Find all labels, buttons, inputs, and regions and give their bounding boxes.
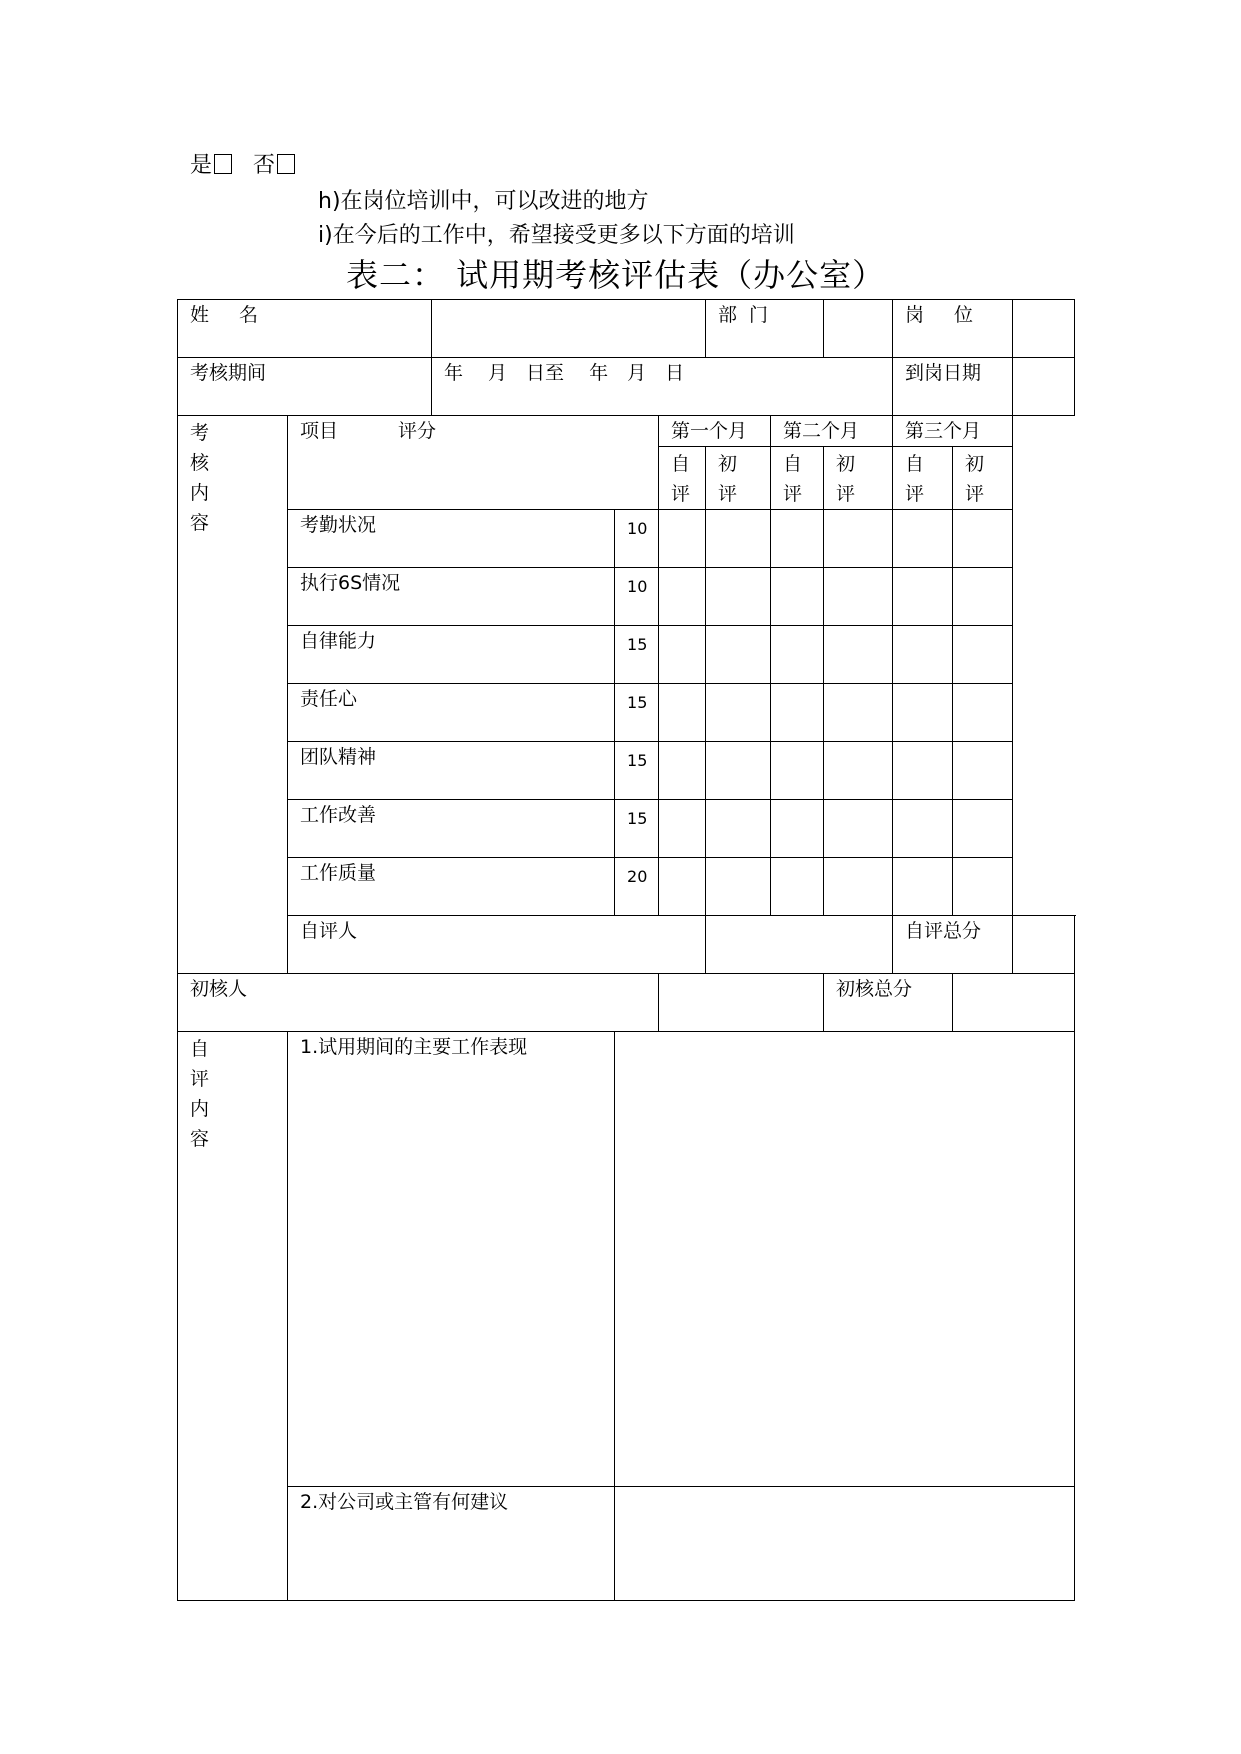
period-field[interactable]: 年 月 日至 年 月 日 bbox=[432, 358, 893, 416]
item-max-score: 10 bbox=[615, 510, 659, 568]
position-field[interactable] bbox=[1013, 300, 1075, 358]
score-cell[interactable] bbox=[893, 742, 953, 800]
score-cell[interactable] bbox=[771, 742, 824, 800]
item-name: 工作改善 bbox=[288, 800, 615, 858]
score-cell[interactable] bbox=[893, 800, 953, 858]
score-cell[interactable] bbox=[824, 626, 893, 684]
self-total-label: 自评总分 bbox=[893, 916, 1013, 974]
no-checkbox[interactable] bbox=[277, 154, 295, 174]
dept-field[interactable] bbox=[824, 300, 893, 358]
score-cell[interactable] bbox=[824, 510, 893, 568]
position-label: 岗位 bbox=[893, 300, 1013, 358]
score-cell[interactable] bbox=[659, 626, 706, 684]
initial-reviewer-label: 初核人 bbox=[178, 974, 659, 1032]
score-cell[interactable] bbox=[953, 684, 1013, 742]
yes-label: 是 bbox=[190, 153, 213, 178]
score-cell[interactable] bbox=[953, 858, 1013, 916]
item-max-score: 20 bbox=[615, 858, 659, 916]
month2-header: 第二个月 bbox=[771, 416, 893, 447]
score-cell[interactable] bbox=[893, 858, 953, 916]
item-max-score: 15 bbox=[615, 684, 659, 742]
score-cell[interactable] bbox=[771, 568, 824, 626]
question-h: h)在岗位培训中，可以改进的地方 bbox=[318, 189, 649, 214]
self-eval-section-label: 自 评 内 容 bbox=[178, 1032, 288, 1601]
score-cell[interactable] bbox=[771, 684, 824, 742]
assessment-form bbox=[177, 299, 1075, 1601]
score-cell[interactable] bbox=[953, 800, 1013, 858]
score-cell[interactable] bbox=[824, 684, 893, 742]
score-cell[interactable] bbox=[659, 800, 706, 858]
q1-answer-field[interactable] bbox=[615, 1032, 1075, 1487]
m1-self-header: 自 评 bbox=[659, 447, 706, 510]
score-cell[interactable] bbox=[824, 800, 893, 858]
period-label: 考核期间 bbox=[178, 358, 432, 416]
score-cell[interactable] bbox=[893, 510, 953, 568]
item-max-score: 15 bbox=[615, 626, 659, 684]
arrival-label: 到岗日期 bbox=[893, 358, 1013, 416]
score-cell[interactable] bbox=[771, 626, 824, 684]
score-cell[interactable] bbox=[893, 568, 953, 626]
month3-header: 第三个月 bbox=[893, 416, 1013, 447]
item-max-score: 10 bbox=[615, 568, 659, 626]
score-cell[interactable] bbox=[953, 626, 1013, 684]
name-field[interactable] bbox=[432, 300, 706, 358]
item-score-header: 项目 评分 bbox=[288, 416, 659, 510]
score-cell[interactable] bbox=[953, 568, 1013, 626]
arrival-field[interactable] bbox=[1013, 358, 1075, 416]
m2-initial-header: 初 评 bbox=[824, 447, 893, 510]
item-name: 团队精神 bbox=[288, 742, 615, 800]
score-cell[interactable] bbox=[659, 568, 706, 626]
item-name: 责任心 bbox=[288, 684, 615, 742]
form-title: 表二： 试用期考核评估表（办公室） bbox=[346, 256, 886, 294]
score-cell[interactable] bbox=[706, 568, 771, 626]
score-cell[interactable] bbox=[706, 510, 771, 568]
m3-initial-header: 初 评 bbox=[953, 447, 1013, 510]
item-name: 执行6S情况 bbox=[288, 568, 615, 626]
initial-total-label: 初核总分 bbox=[824, 974, 953, 1032]
score-cell[interactable] bbox=[659, 684, 706, 742]
score-cell[interactable] bbox=[893, 684, 953, 742]
item-name: 自律能力 bbox=[288, 626, 615, 684]
item-name: 考勤状况 bbox=[288, 510, 615, 568]
score-cell[interactable] bbox=[824, 568, 893, 626]
q2-answer-field[interactable] bbox=[615, 1487, 1075, 1601]
score-cell[interactable] bbox=[706, 626, 771, 684]
initial-total-field[interactable] bbox=[953, 974, 1075, 1032]
score-cell[interactable] bbox=[706, 742, 771, 800]
score-cell[interactable] bbox=[706, 800, 771, 858]
score-cell[interactable] bbox=[824, 742, 893, 800]
month1-header: 第一个月 bbox=[659, 416, 771, 447]
score-cell[interactable] bbox=[824, 858, 893, 916]
yes-no-line bbox=[190, 148, 295, 179]
m2-self-header: 自 评 bbox=[771, 447, 824, 510]
self-total-field[interactable] bbox=[1013, 916, 1075, 974]
m3-self-header: 自 评 bbox=[893, 447, 953, 510]
score-cell[interactable] bbox=[771, 800, 824, 858]
self-evaluator-label: 自评人 bbox=[288, 916, 706, 974]
assessment-section-label: 考 核 内 容 bbox=[178, 416, 288, 974]
score-cell[interactable] bbox=[771, 858, 824, 916]
name-label: 姓名 bbox=[178, 300, 432, 358]
item-name: 工作质量 bbox=[288, 858, 615, 916]
score-cell[interactable] bbox=[953, 742, 1013, 800]
initial-reviewer-field[interactable] bbox=[659, 974, 824, 1032]
item-max-score: 15 bbox=[615, 800, 659, 858]
question-i: i)在今后的工作中，希望接受更多以下方面的培训 bbox=[318, 223, 795, 248]
q2-label: 2.对公司或主管有何建议 bbox=[288, 1487, 615, 1601]
q1-label: 1.试用期间的主要工作表现 bbox=[288, 1032, 615, 1487]
item-max-score: 15 bbox=[615, 742, 659, 800]
score-cell[interactable] bbox=[706, 858, 771, 916]
score-cell[interactable] bbox=[659, 742, 706, 800]
dept-label: 部门 bbox=[706, 300, 824, 358]
score-cell[interactable] bbox=[771, 510, 824, 568]
yes-checkbox[interactable] bbox=[214, 154, 232, 174]
no-label: 否 bbox=[253, 153, 276, 178]
score-cell[interactable] bbox=[953, 510, 1013, 568]
score-cell[interactable] bbox=[659, 510, 706, 568]
score-cell[interactable] bbox=[659, 858, 706, 916]
m1-initial-header: 初 评 bbox=[706, 447, 771, 510]
score-cell[interactable] bbox=[706, 684, 771, 742]
self-evaluator-field[interactable] bbox=[706, 916, 893, 974]
score-cell[interactable] bbox=[893, 626, 953, 684]
